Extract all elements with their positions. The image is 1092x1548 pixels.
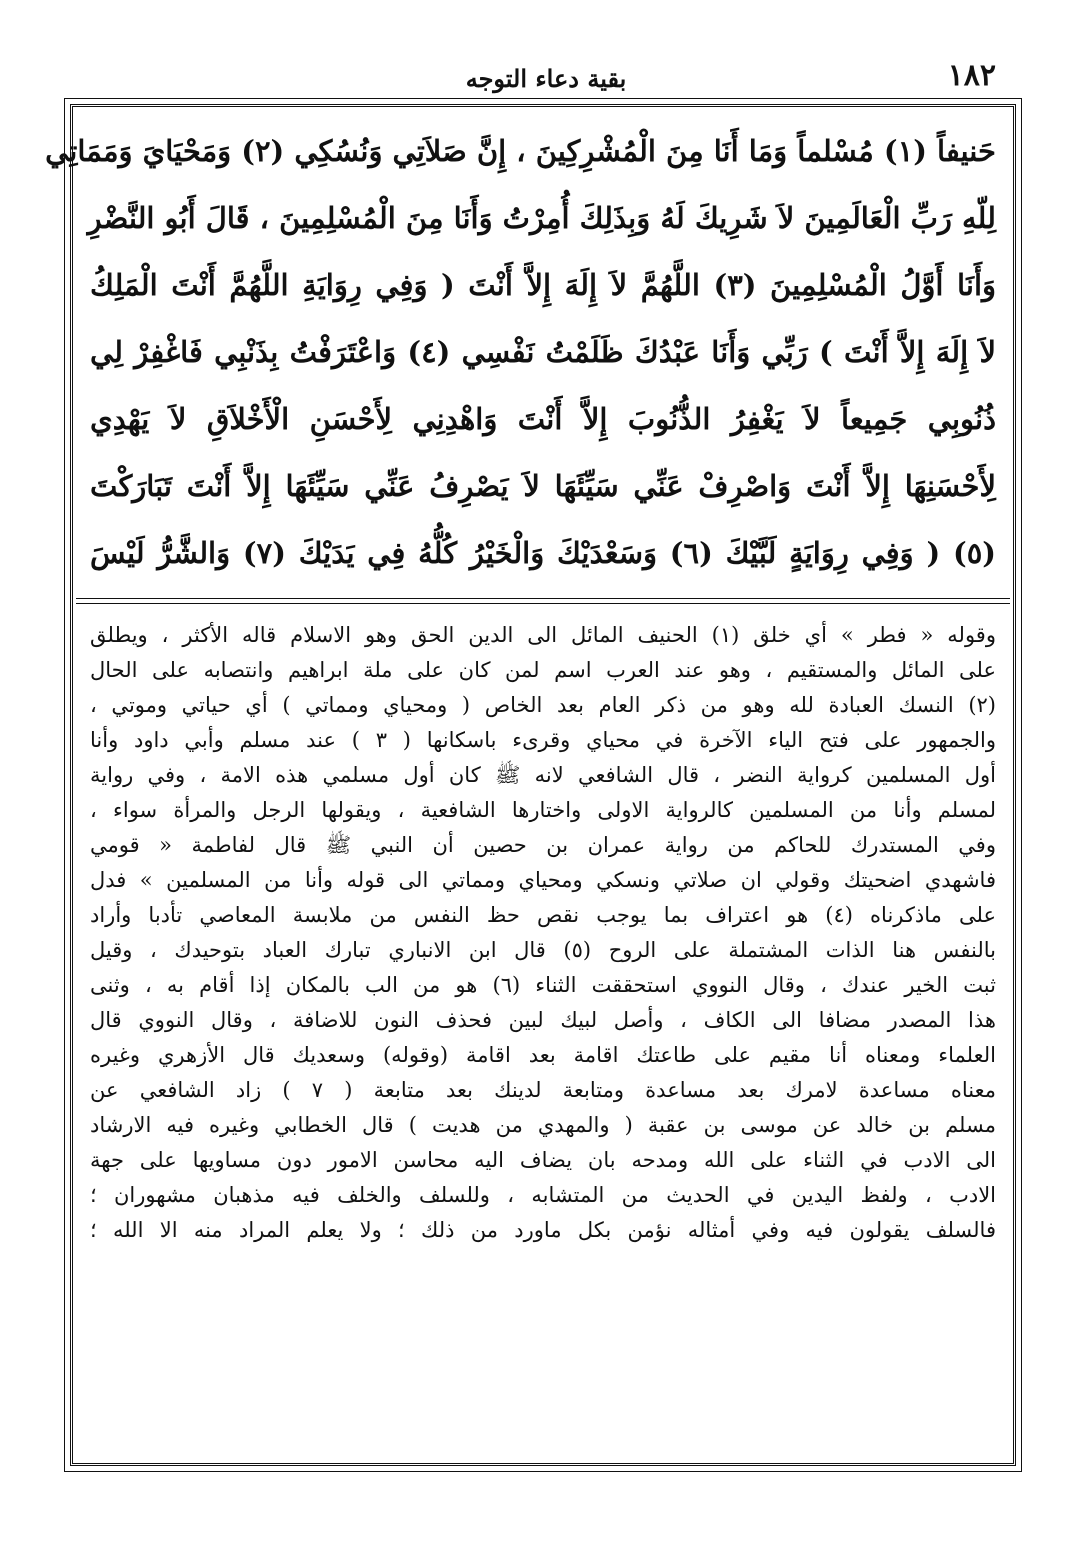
- commentary-line: العلماء ومعناه أنا مقيم على طاعتك اقامة بعد اقامة (وقوله) وسعديك قال الأزهري وغيره: [90, 1043, 996, 1067]
- commentary-line: ثبت الخير عندك ، وقال النووي استحققت الثناء (٦) هو من الب بالمكان إذا أقام به ، وثنى: [90, 973, 996, 997]
- main-text-line: لاَ إِلَهَ إِلاَّ أَنْتَ ) رَبِّي وَأَنَا عَبْدُكَ ظَلَمْتُ نَفْسِي (٤) وَاعْتَرَفْتُ بِذَنْبِي فَاغْفِرْ لِي: [90, 335, 996, 369]
- commentary-line: بالنفس هنا الذات المشتملة على الروح (٥) قال ابن الانباري تبارك العباد بتوحيدك ، وقيل: [90, 938, 996, 962]
- commentary-line: على المائل والمستقيم ، وهو عند العرب اسم لمن كان على ملة ابراهيم وانتصابه على الحال: [90, 658, 996, 682]
- commentary-line: معناه مساعدة لامرك بعد مساعدة ومتابعة لدينك بعد متابعة ( ٧ ) زاد الشافعي عن: [90, 1078, 996, 1102]
- commentary-line: الادب ، ولفظ اليدين في الحديث من المتشابه ، وللسلف والخلف فيه مذهبان مشهوران ؛: [90, 1183, 996, 1207]
- commentary-line: فاشهدي اضحيتك وقولي ان صلاتي ونسكي ومحياي ومماتي الى قوله وأنا من المسلمين » فدل: [90, 868, 996, 892]
- commentary-line: مسلم بن خالد عن موسى بن عقبة ( والمهدي من هديت ) قال الخطابي وغيره فيه الارشاد: [90, 1113, 996, 1137]
- commentary-line: الى الادب في الثناء على الله ومدحه بان يضاف اليه محاسن الامور دون مساويها على جهة: [90, 1148, 996, 1172]
- main-text-line: لِلّهِ رَبِّ الْعَالَمِينَ لاَ شَرِيكَ لَهُ وَبِذَلِكَ أُمِرْتُ وَأَنَا مِنَ الْمُسْلِمِينَ ، قَالَ أَبُو النَّضْرِ: [87, 201, 996, 235]
- main-text-line: ذُنُوبِي جَمِيعاً لاَ يَغْفِرُ الذُّنُوبَ إِلاَّ أَنْتَ وَاهْدِنِي لِأَحْسَنِ الْأَخْلاَقِ لاَ يَهْدِي: [90, 402, 996, 436]
- commentary-line: على ماذكرناه (٤) هو اعتراف بما يوجب نقص حظ النفس من ملابسة المعاصي تأدبا وأراد: [90, 903, 996, 927]
- commentary-line: (٢) النسك العبادة لله وهو من ذكر العام بعد الخاص ( ومحياي ومماتي ) أي حياتي وموتي ،: [90, 693, 996, 717]
- commentary-line: لمسلم وأنا من المسلمين كالرواية الاولى واختارها الشافعية ، ويقولها الرجل والمرأة سواء ،: [90, 798, 996, 822]
- commentary-block: [90, 618, 996, 1458]
- commentary-line: وقوله « فطر » أي خلق (١) الحنيف المائل الى الدين الحق وهو الاسلام قاله الأكثر ، ويطلق: [90, 623, 996, 647]
- commentary-line: والجمهور على فتح الياء الآخرة في محياي وقرىء باسكانها ( ٣ ) عند مسلم وأبي داود وأنا: [90, 728, 996, 752]
- commentary-line: أول المسلمين كرواية النضر ، قال الشافعي لانه ﷺ كان أول مسلمي هذه الامة ، وفي رواية: [90, 763, 996, 787]
- commentary-line: هذا المصدر مضافا الى الكاف ، وأصل لبيك لبين فحذف النون للاضافة ، وقال النووي قال: [90, 1008, 996, 1032]
- section-divider: [76, 598, 1010, 604]
- commentary-line: فالسلف يقولون فيه وفي أمثاله نؤمن بكل ماورد من ذلك ؛ ولا يعلم المراد منه الا الله ؛: [90, 1218, 996, 1242]
- commentary-line: وفي المستدرك للحاكم من رواية عمران بن حصين أن النبي ﷺ قال لفاطمة « قومي: [90, 833, 996, 857]
- main-text-block: [45, 118, 997, 588]
- main-text-line: حَنيفاً (١) مُسْلماً وَمَا أَنَا مِنَ الْمُشْرِكِينَ ، إِنَّ صَلاَتِي وَنُسُكِي (٢) وَمَحْيَايَ وَمَمَاتِي: [45, 134, 996, 168]
- main-text-line: لِأَحْسَنِهَا إِلاَّ أَنْتَ وَاصْرِفْ عَنِّي سَيِّئَهَا لاَ يَصْرِفُ عَنِّي سَيِّئَهَا إِلاَّ أَنْتَ تَبَارَكْتَ: [90, 469, 996, 503]
- page-number: ١٨٢: [947, 58, 996, 93]
- main-text-line: (٥) ( وَفِي رِوَايَةٍ لَبَّيْكَ (٦) وَسَعْدَيْكَ وَالْخَيْرُ كُلُّهُ فِي يَدَيْكَ (٧) وَالشَّرُّ لَيْسَ: [90, 536, 996, 570]
- main-text-line: وَأَنَا أَوَّلُ الْمُسْلِمِينَ (٣) اللَّهُمَّ لاَ إِلَهَ إِلاَّ أَنْتَ ( وَفِي رِوَايَةِ اللَّهُمَّ أَنْتَ الْمَلِكُ: [90, 268, 997, 302]
- running-title: بقية دعاء التوجه: [465, 64, 627, 93]
